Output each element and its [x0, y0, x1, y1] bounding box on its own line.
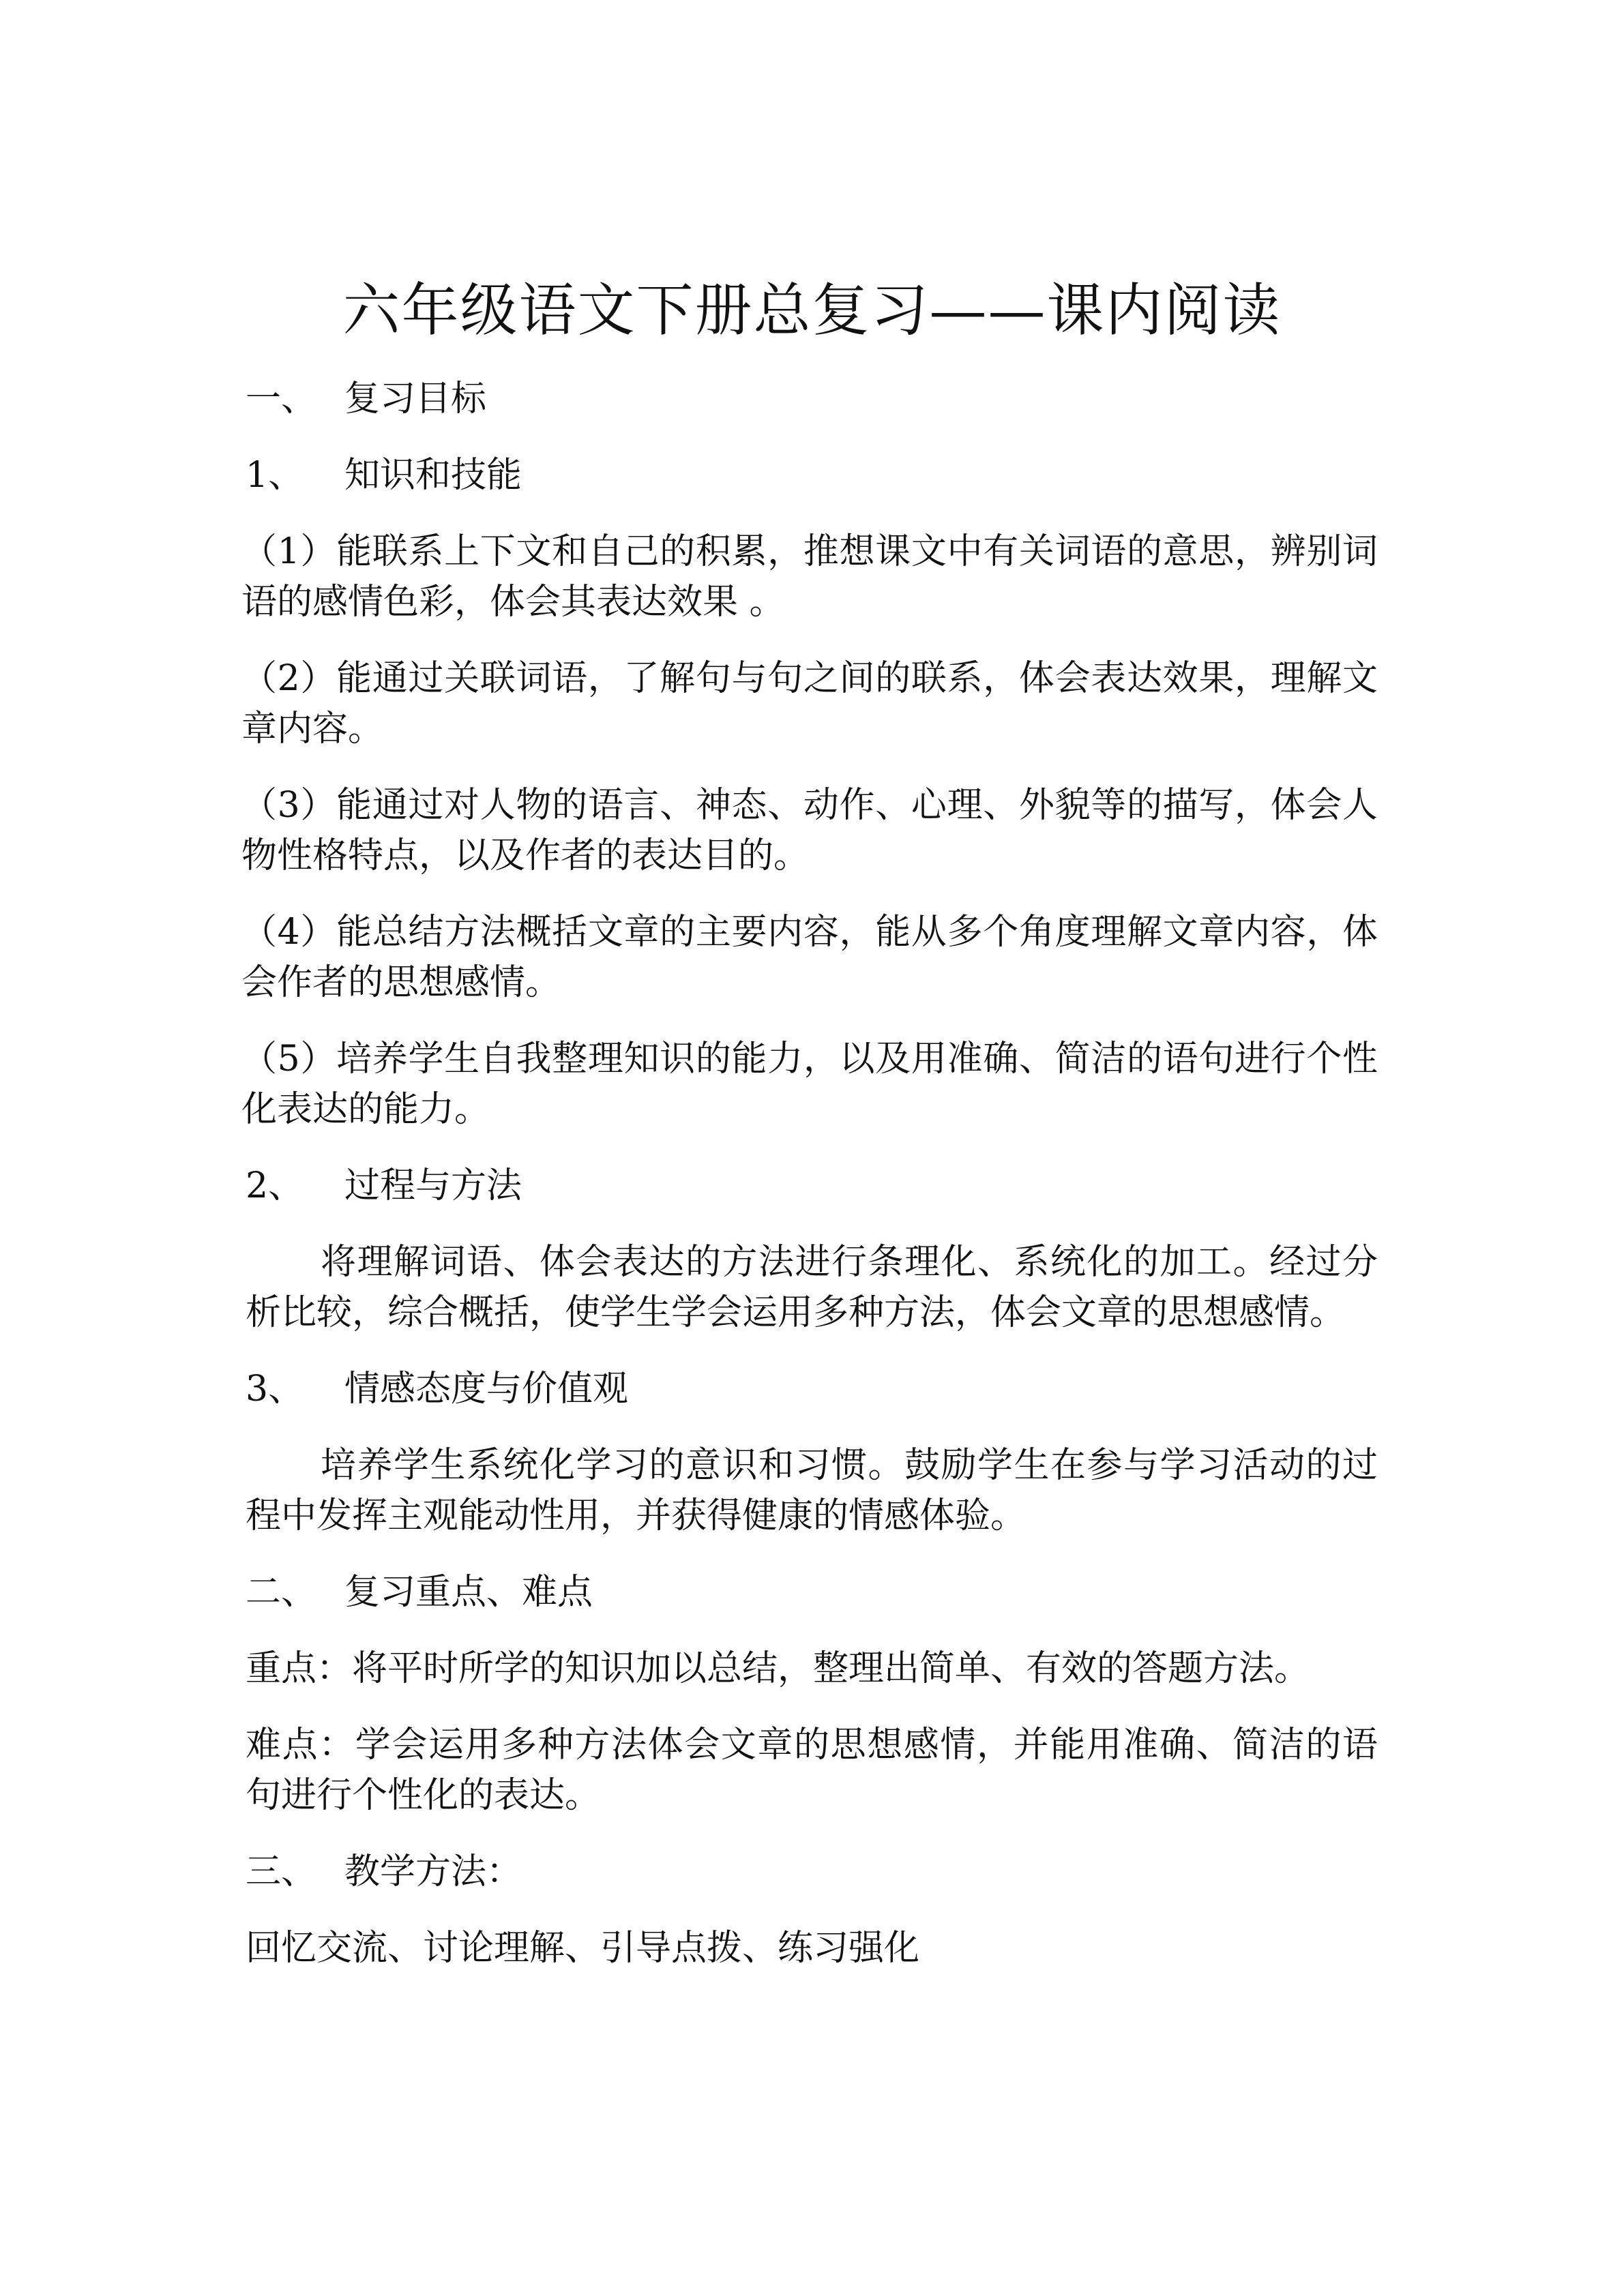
section-number: 三、	[246, 1851, 317, 1892]
section-number: 二、	[246, 1572, 317, 1613]
subheading-knowledge-skills	[246, 450, 1378, 501]
difficulty-paragraph: 难点：学会运用多种方法体会文章的思想感情，并能用准确、简洁的语句进行个性化的表达。	[246, 1725, 1378, 1816]
section-heading-key-points	[246, 1567, 1378, 1617]
attitude-values-paragraph: 培养学生系统化学习的意识和习惯。鼓励学生在参与学习活动的过程中发挥主观能动性用，并获得健康的情感体验。	[246, 1445, 1378, 1536]
document-title: 六年级语文下册总复习——课内阅读	[342, 277, 1282, 344]
subsection-label: 情感态度与价值观	[344, 1369, 629, 1410]
goal-item-1: （1）能联系上下文和自己的积累，推想课文中有关词语的意思，辨别词语的感情色彩，体会其表达效果 。	[241, 531, 1378, 623]
goal-item-3: （3）能通过对人物的语言、神态、动作、心理、外貌等的描写，体会人物性格特点，以及作者的表达目的。	[241, 785, 1378, 876]
section-label: 教学方法：	[344, 1851, 522, 1892]
subsection-number: 1、	[246, 455, 304, 496]
section-heading-review-goals	[246, 374, 1378, 424]
section-number: 一、	[246, 378, 317, 419]
document-body	[241, 374, 1378, 1999]
process-method-paragraph: 将理解词语、体会表达的方法进行条理化、系统化的加工。经过分析比较，综合概括，使学生学会运用多种方法，体会文章的思想感情。	[246, 1242, 1378, 1333]
subheading-attitude-values	[246, 1364, 1378, 1414]
goal-item-4: （4）能总结方法概括文章的主要内容，能从多个角度理解文章内容，体会作者的思想感情。	[241, 912, 1378, 1003]
goal-item-2: （2）能通过关联词语，了解句与句之间的联系，体会表达效果，理解文章内容。	[241, 658, 1378, 749]
section-label: 复习目标	[344, 378, 487, 419]
goal-item-5: （5）培养学生自我整理知识的能力，以及用准确、简洁的语句进行个性化表达的能力。	[241, 1039, 1378, 1130]
subsection-number: 2、	[246, 1165, 304, 1206]
section-heading-teaching-method	[246, 1847, 1378, 1897]
subheading-process-method	[246, 1161, 1378, 1211]
subsection-label: 知识和技能	[344, 455, 522, 496]
key-point-paragraph: 重点：将平时所学的知识加以总结，整理出简单、有效的答题方法。	[246, 1648, 1310, 1689]
section-label: 复习重点、难点	[344, 1572, 593, 1613]
teaching-method-paragraph: 回忆交流、讨论理解、引导点拨、练习强化	[246, 1928, 920, 1969]
subsection-label: 过程与方法	[344, 1165, 522, 1206]
subsection-number: 3、	[246, 1369, 304, 1410]
